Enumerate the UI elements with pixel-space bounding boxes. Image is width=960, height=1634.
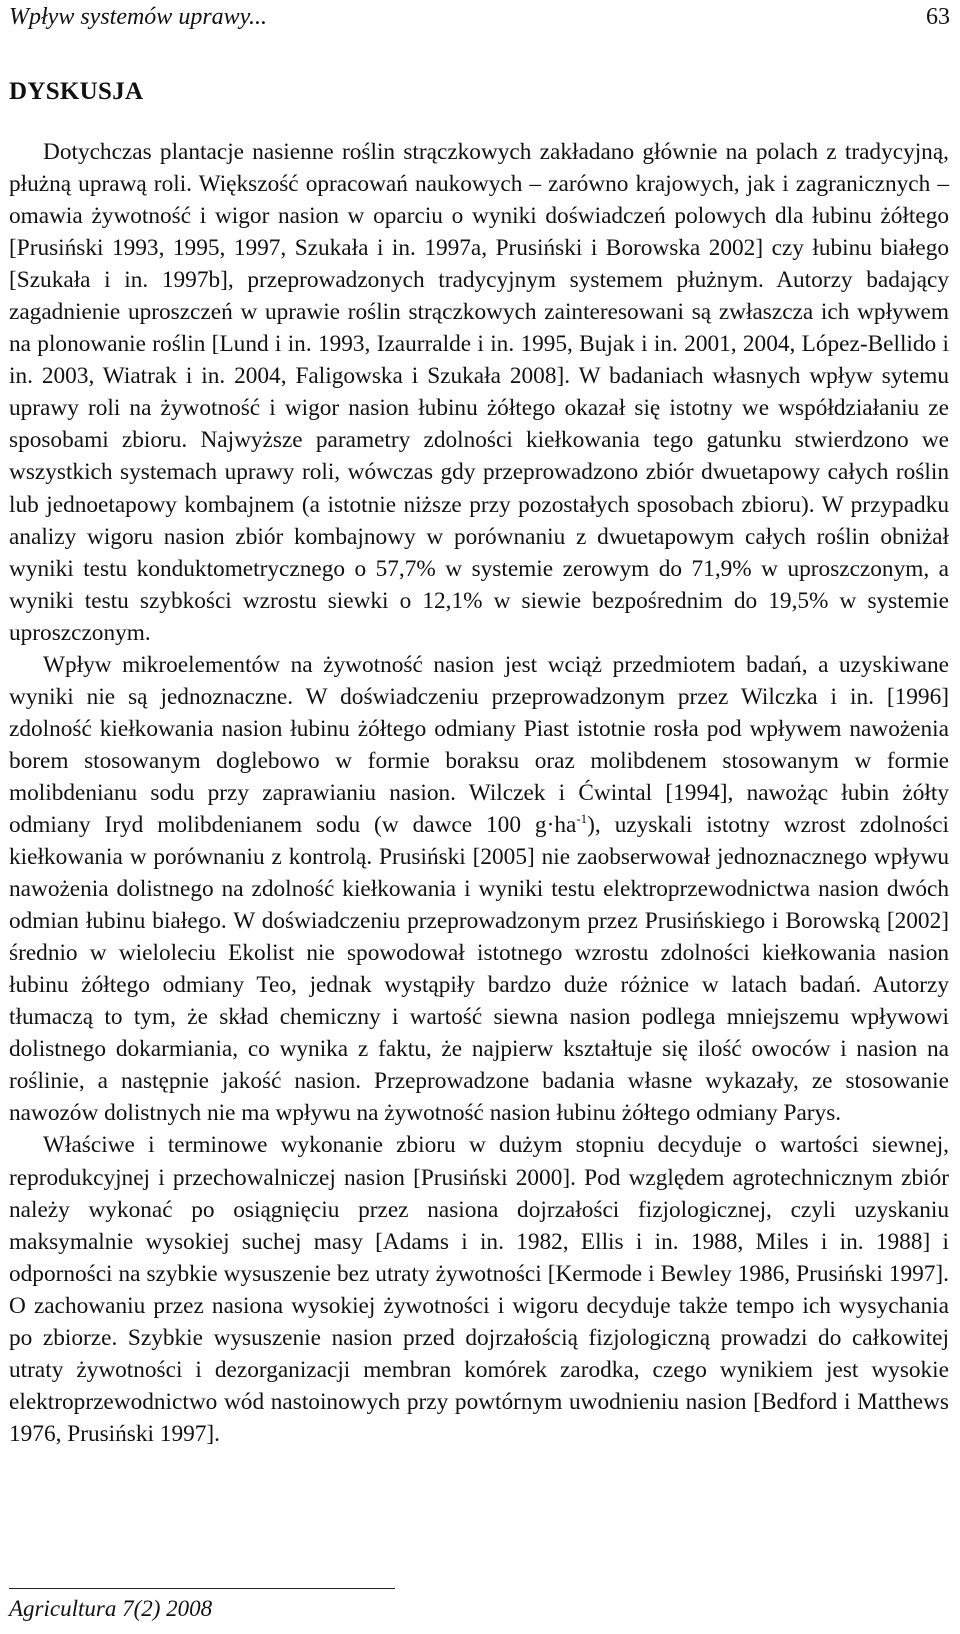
section-heading: DYSKUSJA [9, 78, 144, 105]
unit-exponent: -1 [576, 810, 588, 826]
paragraph-2-part-2: ), uzyskali istotny wzrost zdolności kiełkowania w porównaniu z kontrolą. Prusiński [2005] nie zaobserwował jednoznacznego wpływu nawożenia dolistnego na zdolność kiełkowania i wyniki testu elektroprzewodnictwa nasion dwóch odmian łubinu białego. W doświadczeniu przeprowadzonym przez Prusińskiego i Borowską [2002] średnio w wieloleciu Ekolist nie spowodował istotnego wzrostu zdolności kiełkowania nasion łubinu żółtego odmiany Teo, jednak wystąpiły bardzo duże różnice w latach badań. Autorzy tłumaczą to tym, że skład chemiczny i wartość siewna nasion podlega mniejszemu wpływowi dolistnego dokarmiania, co wynika z faktu, że najpierw kształtuje się ilość owoców i nasion na roślinie, a następnie jakość nasion. Przeprowadzone badania własne wykazały, ze stosowanie nawozów dolistnych nie ma wpływu na żywotność nasion łubinu żółtego odmiany Parys. [9, 811, 950, 1127]
paragraph-3: Właściwe i terminowe wykonanie zbioru w dużym stopniu decyduje o wartości siewnej, reprodukcyjnej i przechowalniczej nasion [Prusiński 2000]. Pod względem agrotechnicznym zbiór należy wykonać po osiągnięciu przez nasiona dojrzałości fizjologicznej, czyli uzyskaniu maksymalnie wysokiej suchej masy [Adams i in. 1982, Ellis i in. 1988, Miles i in. 1988] i odporności na szybkie wysuszenie bez utraty żywotności [Kermode i Bewley 1986, Prusiński 1997]. O zachowaniu przez nasiona wysokiej żywotności i wigoru decyduje także tempo ich wysychania po zbiorze. Szybkie wysuszenie nasion przed dojrzałością fizjologiczną prowadzi do całkowitej utraty żywotności i dezorganizacji membran komórek zarodka, czego wynikiem jest wysokie elektroprzewodnictwo wód nastoinowych przy powtórnym uwodnieniu nasion [Bedford i Matthews 1976, Prusiński 1997]. [9, 1132, 949, 1447]
running-header [9, 4, 950, 31]
paragraph-2 [9, 649, 949, 1130]
journal-footer: Agricultura 7(2) 2008 [9, 1596, 213, 1621]
paragraph-2-part-1: Wpływ mikroelementów na żywotność nasion jest wciąż przedmiotem badań, a uzyskiwane wyniki nie są jednoznaczne. W doświadczeniu przeprowadzonym przez Wilczka i in. [1996] zdolność kiełkowania nasion łubinu żółtego odmiany Piast istotnie rosła pod wpływem nawożenia borem stosowanym doglebowo w formie boraksu oraz molibdenem stosowanym w formie molibdenianu sodu przy zaprawianiu nasion. Wilczek i Ćwintal [1994], nawożąc łubin żółty odmiany Iryd molibdenianem sodu (w dawce 100 g·ha [9, 651, 949, 838]
running-title: Wpływ systemów uprawy... [9, 4, 267, 30]
footer-divider [9, 1588, 395, 1589]
page-number: 63 [926, 4, 950, 30]
paragraph-1: Dotychczas plantacje nasienne roślin strączkowych zakładano głównie na polach z tradycyjną, płużną uprawą roli. Większość opracowań naukowych – zarówno krajowych, jak i zagranicznych – omawia żywotność i wigor nasion w oparciu o wyniki doświadczeń polowych dla łubinu żółtego [Prusiński 1993, 1995, 1997, Szukała i in. 1997a, Prusiński i Borowska 2002] czy łubinu białego [Szukała i in. 1997b], przeprowadzonych tradycyjnym systemem płużnym. Autorzy badający zagadnienie uproszczeń w uprawie roślin strączkowych zainteresowani są zwłaszcza ich wpływem na plonowanie roślin [Lund i in. 1993, Izaurralde i in. 1995, Bujak i in. 2001, 2004, López-Bellido i in. 2003, Wiatrak i in. 2004, Faligowska i Szukała 2008]. W badaniach własnych wpływ sytemu uprawy roli na żywotność i wigor nasion łubinu żółtego okazał się istotny we współdziałaniu ze sposobami zbioru. Najwyższe parametry zdolności kiełkowania tego gatunku stwierdzono we wszystkich systemach uprawy roli, wówczas gdy przeprowadzono zbiór dwuetapowy całych roślin lub jednoetapowy kombajnem (a istotnie niższe przy pozostałych sposobach zbioru). W przypadku analizy wigoru nasion zbiór kombajnowy w porównaniu z dwuetapowym całych roślin obniżał wyniki testu konduktometrycznego o 57,7% w systemie zerowym do 71,9% w uproszczonym, a wyniki testu szybkości wzrostu siewki o 12,1% w siewie bezpośrednim do 19,5% w systemie uproszczonym. [9, 139, 949, 646]
body-text [9, 136, 949, 1450]
